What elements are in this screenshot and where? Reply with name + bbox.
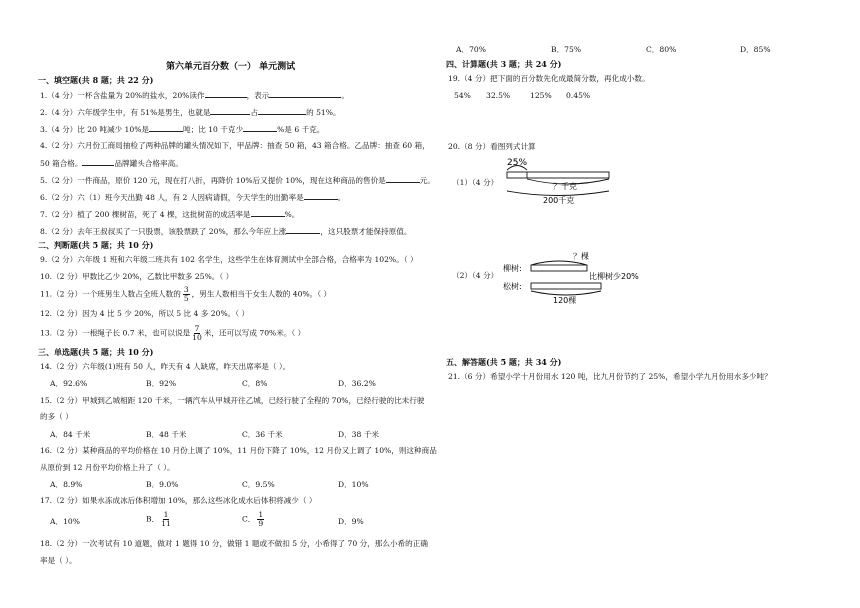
q14-option-b[interactable]: B．92% <box>146 379 177 388</box>
question-8 <box>40 225 412 237</box>
q17-option-c-letter: C． <box>242 514 256 524</box>
q16-option-c[interactable]: C．9.5% <box>242 480 275 489</box>
question-19: 19.（4 分）把下面的百分数先化成最简分数，再化成小数。 <box>448 74 650 83</box>
q6-text-b: 。 <box>337 193 346 202</box>
section-heading-judge: 二、判断题(共 5 题；共 10 分) <box>38 240 154 250</box>
question-20: 20.（8 分）看图列式计算 <box>448 142 536 151</box>
q11-text-a: 11.（2 分）一个班男生人数占全班人数的 <box>40 289 181 299</box>
question-15-line-2: 的多（ ） <box>40 412 73 421</box>
q16-option-b[interactable]: B．9.0% <box>146 480 179 489</box>
diagram-1-percent-label: 25% <box>507 158 528 168</box>
q17-option-b-letter: B． <box>146 514 160 524</box>
section-heading-solve: 五、解答题(共 5 题；共 34 分) <box>446 357 562 367</box>
diagram-2-total-label: 120棵 <box>553 296 577 305</box>
q15-option-a[interactable]: A．84 千米 <box>50 430 91 439</box>
diagram-2-bar-pine <box>531 283 601 289</box>
q8-text-b: ，这只股票才能保持原值。 <box>320 227 412 236</box>
q16-option-a[interactable]: A．8.9% <box>50 480 83 489</box>
q5-blank[interactable] <box>386 174 420 183</box>
q20-diagram-1 <box>501 154 631 206</box>
diagram-1-brace-bottom <box>507 191 609 196</box>
q14-option-d[interactable]: D．36.2% <box>338 379 376 388</box>
q15-option-d[interactable]: D．38 千米 <box>338 430 379 439</box>
question-9: 9.（2 分）六年级 1 班和六年级二班共有 102 名学生，这些学生在体育测试中全部合格，合格率为 102%。（ ） <box>40 255 418 264</box>
q7-text-b: %。 <box>284 210 300 219</box>
q6-text-a: 6.（2 分）六（1）班今天出勤 48 人，有 2 人因病请假，今天学生的出勤率是 <box>40 193 304 202</box>
q19-value-3: 125% <box>530 91 552 100</box>
q2-text-b: 占 <box>250 108 259 117</box>
diagram-2-row-2-label: 松树: <box>503 282 522 291</box>
q2-text-c: 的 51%。 <box>306 108 341 117</box>
question-18-line-2: 率是（ ）。 <box>40 556 77 565</box>
question-7 <box>40 208 299 220</box>
diagram-2-brace-top <box>531 261 587 265</box>
diagram-2-brace-bottom <box>531 291 601 295</box>
q3-blank-1[interactable] <box>149 123 183 132</box>
q17-option-b-numerator: 1 <box>163 510 169 519</box>
q4-text-a: 50 箱合格。 <box>40 159 83 168</box>
q1-blank-2[interactable] <box>269 89 341 98</box>
q6-blank[interactable] <box>304 191 338 200</box>
q18-option-d[interactable]: D．85% <box>740 45 771 54</box>
q13-fraction-numerator: 7 <box>194 324 200 333</box>
question-21: 21.（6 分）希望小学十月份用水 120 吨，比九月份节约了 25%，希望小学九月份用水多少吨？ <box>448 372 772 381</box>
q7-text-a: 7.（2 分）植了 200 棵树苗，死了 4 棵，这批树苗的成活率是 <box>40 210 251 219</box>
q3-text-b: 吨；比 10 千克少 <box>183 125 244 134</box>
q17-option-c-denominator: 9 <box>258 519 264 528</box>
q4-blank[interactable] <box>82 157 114 166</box>
page-title: 第六单元百分数（一） 单元测试 <box>166 62 296 72</box>
q7-blank[interactable] <box>251 208 285 217</box>
section-heading-single-choice: 三、单选题(共 5 题；共 10 分) <box>38 347 154 357</box>
q17-option-a[interactable]: A．10% <box>50 517 80 526</box>
q1-text-c: 。 <box>341 91 349 100</box>
q1-blank-1[interactable] <box>205 89 247 98</box>
q16-option-d[interactable]: D．10% <box>338 480 369 489</box>
question-10: 10.（2 分）甲数比乙少 20%，乙数比甲数多 25%。（ ） <box>40 272 234 281</box>
section-heading-fill-in: 一、填空题(共 8 题；共 22 分) <box>38 75 154 85</box>
question-6 <box>40 191 345 203</box>
question-14: 14.（2 分）六年级(1)班有 50 人，昨天有 4 人缺席，昨天出席率是（ ）。 <box>40 362 291 371</box>
question-2 <box>40 106 341 118</box>
q3-text-c: %是 6 千克。 <box>277 125 325 134</box>
q8-text-a: 8.（2 分）去年王叔叔买了一只股票，该股票跌了 20%，那么今年应上涨 <box>40 227 287 236</box>
q17-option-c-numerator: 1 <box>258 510 264 519</box>
q18-option-a[interactable]: A．70% <box>456 45 486 54</box>
q11-fraction <box>183 286 190 303</box>
q1-text-a: 1.（4 分）一杯含盐量为 20%的盐水，20%读作 <box>40 91 205 100</box>
q14-option-c[interactable]: C．8% <box>242 379 268 388</box>
diagram-2-compare-label: 比柳树少20% <box>589 272 639 281</box>
q8-blank[interactable] <box>286 225 320 234</box>
q2-text-a: 2.（4 分）六年级学生中，有 51%是男生，也就是 <box>40 108 211 117</box>
q2-blank-2[interactable] <box>258 106 306 115</box>
q17-option-b-fraction <box>161 511 171 528</box>
question-4-line-1: 4.（2 分）六月份工商局抽检了两种品牌的罐头情况如下，甲品牌：抽查 50 箱，43 箱合格。乙品牌：抽查 60 箱， <box>40 141 430 150</box>
section-heading-calculation: 四、计算题(共 3 题；共 24 分) <box>446 59 562 69</box>
question-13 <box>40 325 305 342</box>
question-17: 17.（2 分）如果水冻成冰后体积增加 10%，那么这些冰化成水后体积将减少（ ） <box>40 496 317 505</box>
q17-option-b[interactable] <box>146 511 173 528</box>
q13-fraction-denominator: 10 <box>192 333 202 342</box>
diagram-1-bar <box>507 172 609 178</box>
q15-option-c[interactable]: C．36 千米 <box>242 430 283 439</box>
q17-option-c[interactable] <box>242 511 266 528</box>
q11-fraction-denominator: 5 <box>183 294 189 303</box>
q18-option-c[interactable]: C．80% <box>646 45 677 54</box>
q5-text-a: 5.（2 分）一件商品，原价 120 元，现在打八折，再降价 10%后又提价 10%，现在这种商品的售价是 <box>40 176 386 185</box>
diagram-1-total-label: 200千克 <box>543 196 575 205</box>
q1-text-b: ，表示 <box>246 91 270 100</box>
q14-option-a[interactable]: A．92.6% <box>50 379 88 388</box>
q3-text-a: 3.（4 分）比 20 吨减少 10%是 <box>40 125 150 134</box>
q13-text-a: 13.（2 分）一根绳子长 0.7 米，也可以说是 <box>40 328 191 338</box>
question-11 <box>40 286 331 303</box>
question-4-line-2 <box>40 157 183 169</box>
q17-option-d[interactable]: D．9% <box>338 517 364 526</box>
q18-option-b[interactable]: B．75% <box>551 45 582 54</box>
question-12: 12.（2 分）因为 4 比 5 少 20%，所以 5 比 4 多 20%。（ ） <box>40 309 250 318</box>
q11-fraction-numerator: 3 <box>183 285 189 294</box>
q19-value-4: 0.45% <box>566 91 591 100</box>
q15-option-b[interactable]: B．48 千米 <box>146 430 187 439</box>
q17-options <box>50 511 410 535</box>
q4-text-b: 品牌罐头合格率高。 <box>114 159 183 168</box>
diagram-1-unknown-label: ？千克 <box>553 182 577 191</box>
q19-value-2: 32.5% <box>486 91 511 100</box>
question-1 <box>40 89 349 101</box>
diagram-2-row-1-label: 柳树: <box>503 264 522 273</box>
q17-option-c-fraction <box>257 511 264 528</box>
question-16-line-2: 从原价到 12 月份平均价格上升了（ ）。 <box>40 463 175 472</box>
diagram-2-bar-willow <box>531 265 587 271</box>
question-15-line-1: 15.（2 分）甲城到乙城相距 120 千米，一辆汽车从甲城开往乙城，已经行驶了全程的 70%，已经行驶的比未行驶 <box>40 396 425 405</box>
question-5 <box>40 174 435 186</box>
q17-option-b-denominator: 11 <box>161 519 171 528</box>
q2-blank-1[interactable] <box>210 106 250 115</box>
q20-part-2-label: （2）（4 分） <box>452 271 499 280</box>
q13-text-b: 米，还可以写成 70%米。（ ） <box>203 328 306 338</box>
q3-blank-2[interactable] <box>243 123 277 132</box>
q5-text-b: 元。 <box>419 176 435 185</box>
question-3 <box>40 123 324 135</box>
q13-fraction <box>192 325 202 342</box>
question-18-line-1: 18.（2 分）一次考试有 10 道题，做对 1 题得 10 分，做错 1 题或不做扣 5 分，小希得了 70 分，那么小希的正确 <box>40 539 428 548</box>
diagram-2-unknown-label: ？棵 <box>573 252 589 261</box>
q20-part-1-label: （1）（4 分） <box>452 178 499 187</box>
q20-diagram-2 <box>501 249 661 305</box>
question-16-line-1: 16.（2 分）某种商品的平均价格在 10 月份上调了 10%，11 月份下降了 10%，12 月份又上调了 10%，则这种商品 <box>40 446 437 455</box>
q11-text-b: ，男生人数相当于女生人数的 40%。（ ） <box>191 289 332 299</box>
q19-value-1: 54% <box>454 91 471 100</box>
